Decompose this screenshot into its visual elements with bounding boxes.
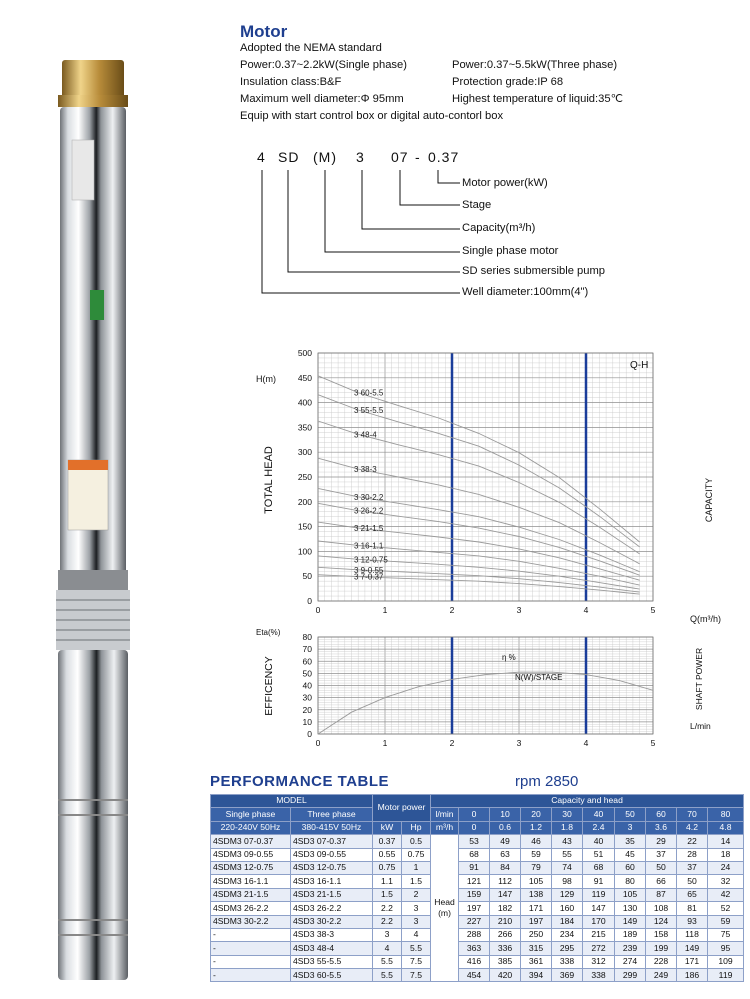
code-desc-motor-power: Motor power(kW) [462,177,548,189]
three-phase-model: 4SD3 30-2.2 [291,915,373,928]
head-value: 59 [521,848,552,861]
pump-image [32,40,164,990]
code-desc-well-diameter: Well diameter:100mm(4") [462,286,589,298]
power-kw: 0.55 [373,848,402,861]
header-capacity-head: Capacity and head [431,795,744,808]
code-desc-series: SD series submersible pump [462,265,606,277]
header-three-phase-voltage: 380-415V 50Hz [291,821,373,834]
head-value: 108 [646,902,677,915]
single-phase-model: - [211,942,291,955]
annotation-power: N(W)/STAGE [515,673,563,682]
head-value: 32 [708,875,744,888]
head-value: 119 [583,888,615,901]
head-value: 228 [646,955,677,968]
head-value: 91 [583,875,615,888]
power-kw: 5.5 [373,969,402,982]
x-tick-label: 2 [449,738,455,748]
head-value: 234 [552,928,583,941]
head-value: 68 [583,861,615,874]
power-hp: 4 [402,928,431,941]
head-value: 299 [615,969,646,982]
single-phase-model: 4SDM3 30-2.2 [211,915,291,928]
head-value: 93 [677,915,708,928]
head-value: 210 [490,915,521,928]
head-value: 130 [615,902,646,915]
head-value: 171 [521,902,552,915]
head-value: 40 [583,835,615,848]
y-tick-label: 30 [302,692,312,703]
y-tick-label: 350 [297,422,312,433]
right-axis-label: CAPACITY [704,477,714,523]
header-lmin: l/min [431,808,459,821]
series-label: 3 48-4 [354,430,377,440]
head-value: 37 [677,861,708,874]
y-tick-label: 500 [297,348,312,358]
lmin-value: 30 [552,808,583,821]
m3h-value: 1.2 [521,821,552,834]
header-motor-power: Motor power [373,795,431,822]
head-value: 129 [552,888,583,901]
head-value: 215 [583,928,615,941]
head-value: 81 [677,902,708,915]
head-value: 105 [521,875,552,888]
header-m3h: m³/h [431,821,459,834]
head-value: 171 [677,955,708,968]
head-value: 50 [677,875,708,888]
table-row [211,875,744,888]
x-tick-label: 0 [315,605,321,615]
three-phase-model: 4SD3 21-1.5 [291,888,373,901]
head-value: 68 [459,848,490,861]
y-tick-label: 80 [302,632,312,642]
code-stage: 07 [391,149,409,165]
head-value: 91 [459,861,490,874]
single-phase-model: 4SDM3 21-1.5 [211,888,291,901]
head-value: 28 [677,848,708,861]
head-value: 43 [552,835,583,848]
head-value: 138 [521,888,552,901]
m3h-value: 0.6 [490,821,521,834]
y-tick-label: 150 [297,521,312,532]
head-value: 338 [552,955,583,968]
head-value: 29 [646,835,677,848]
m3h-value: 0 [459,821,490,834]
head-value: 312 [583,955,615,968]
head-value: 74 [552,861,583,874]
lmin-value: 50 [615,808,646,821]
x-tick-label: 5 [650,738,656,748]
motor-title: Motor [240,22,288,41]
y-tick-label: 450 [297,372,312,383]
performance-table-body [211,835,744,982]
head-value: 124 [646,915,677,928]
head-value: 22 [677,835,708,848]
single-phase-model: 4SDM3 16-1.1 [211,875,291,888]
head-value: 121 [459,875,490,888]
y-axis-label: EFFICENCY [263,656,275,716]
single-phase-model: 4SDM3 26-2.2 [211,902,291,915]
table-row [211,848,744,861]
head-value: 160 [552,902,583,915]
spec-insulation: Insulation class:B&F [240,76,342,88]
head-value: 250 [521,928,552,941]
single-phase-model: 4SDM3 07-0.37 [211,835,291,848]
head-value: 369 [552,969,583,982]
code-dash: - [415,149,421,165]
series-label: 3 60-5.5 [354,388,384,398]
head-value: 109 [708,955,744,968]
head-value: 420 [490,969,521,982]
spec-standard: Adopted the NEMA standard [240,42,382,54]
head-value: 184 [552,915,583,928]
table-row [211,955,744,968]
y-tick-label: 0 [307,596,312,606]
head-value: 454 [459,969,490,982]
three-phase-model: 4SD3 55-5.5 [291,955,373,968]
power-kw: 5.5 [373,955,402,968]
power-hp: 1.5 [402,875,431,888]
single-phase-model: - [211,955,291,968]
table-row [211,915,744,928]
y-tick-label: 400 [297,397,312,408]
head-value: 50 [646,861,677,874]
power-hp: 7.5 [402,969,431,982]
head-value: 24 [708,861,744,874]
rpm-label: rpm 2850 [515,773,579,790]
chart-title: Q-H [630,360,649,371]
head-label: Head (m) [431,835,459,982]
head-value: 18 [708,848,744,861]
power-hp: 3 [402,915,431,928]
power-hp: 0.75 [402,848,431,861]
m3h-value: 4.2 [677,821,708,834]
power-kw: 1.1 [373,875,402,888]
series-label: 3 21-1.5 [354,524,384,534]
head-value: 59 [708,915,744,928]
three-phase-model: 4SD3 09-0.55 [291,848,373,861]
head-value: 336 [490,942,521,955]
table-row [211,835,744,848]
header-single-phase-voltage: 220-240V 50Hz [211,821,291,834]
single-phase-model: 4SDM3 12-0.75 [211,861,291,874]
y-tick-label: 40 [302,680,312,691]
head-value: 197 [459,902,490,915]
series-label: 3 9-0.55 [354,565,384,575]
head-value: 37 [646,848,677,861]
table-row [211,969,744,982]
lmin-value: 40 [583,808,615,821]
head-value: 112 [490,875,521,888]
head-value: 49 [490,835,521,848]
y-tick-label: 20 [302,704,312,715]
head-value: 394 [521,969,552,982]
table-row [211,928,744,941]
head-value: 118 [677,928,708,941]
head-value: 159 [459,888,490,901]
x-tick-label: 3 [516,738,522,748]
head-value: 95 [708,942,744,955]
y-tick-label: 10 [302,716,312,727]
code-desc-capacity: Capacity(m³/h) [462,222,536,234]
head-value: 249 [646,969,677,982]
spec-control-box: Equip with start control box or digital auto-contorl box [240,110,504,122]
y-tick-label: 50 [302,571,312,582]
head-value: 46 [521,835,552,848]
spec-liquid-temperature: Highest temperature of liquid:35℃ [452,93,624,105]
power-kw: 2.2 [373,915,402,928]
m3h-value: 3.6 [646,821,677,834]
head-value: 274 [615,955,646,968]
spec-well-diameter: Maximum well diameter:Φ 95mm [240,93,404,105]
header-kw: kW [373,821,402,834]
head-value: 338 [583,969,615,982]
code-power: 0.37 [428,149,460,165]
header-hp: Hp [402,821,431,834]
head-value: 53 [459,835,490,848]
table-row [211,861,744,874]
power-kw: 4 [373,942,402,955]
x-tick-label: 1 [382,605,388,615]
three-phase-model: 4SD3 07-0.37 [291,835,373,848]
power-hp: 1 [402,861,431,874]
header-model: MODEL [211,795,373,808]
spec-power-single: Power:0.37~2.2kW(Single phase) [240,59,407,71]
x-tick-label: 5 [650,605,656,615]
power-kw: 2.2 [373,902,402,915]
power-hp: 5.5 [402,942,431,955]
head-value: 197 [521,915,552,928]
y-axis-label: TOTAL HEAD [263,446,275,514]
x-tick-label: 2 [449,605,455,615]
head-value: 75 [708,928,744,941]
code-desc-stage: Stage [462,199,492,211]
series-label: 3 16-1.1 [354,541,384,551]
head-value: 79 [521,861,552,874]
power-kw: 1.5 [373,888,402,901]
model-code-connectors [250,166,470,300]
three-phase-model: 4SD3 60-5.5 [291,969,373,982]
power-kw: 0.37 [373,835,402,848]
annotation-eta: η % [502,653,516,662]
head-value: 272 [583,942,615,955]
power-hp: 0.5 [402,835,431,848]
head-value: 65 [677,888,708,901]
y-tick-label: 300 [297,447,312,458]
three-phase-model: 4SD3 38-3 [291,928,373,941]
power-kw: 0.75 [373,861,402,874]
table-row [211,902,744,915]
lmin-value: 70 [677,808,708,821]
head-value: 98 [552,875,583,888]
lmin-value: 0 [459,808,490,821]
head-value: 45 [615,848,646,861]
lmin-value: 20 [521,808,552,821]
head-value: 416 [459,955,490,968]
series-label: 3 55-5.5 [354,406,384,416]
y-tick-label: 50 [302,668,312,679]
head-value: 80 [615,875,646,888]
lmin-value: 60 [646,808,677,821]
series-label: 3 38-3 [354,465,377,475]
table-row [211,942,744,955]
three-phase-model: 4SD3 12-0.75 [291,861,373,874]
head-value: 63 [490,848,521,861]
power-hp: 7.5 [402,955,431,968]
efficiency-chart [250,624,750,754]
head-value: 51 [583,848,615,861]
head-value: 385 [490,955,521,968]
head-value: 239 [615,942,646,955]
series-label: 3 7-0.37 [354,572,384,582]
head-value: 42 [708,888,744,901]
code-desc-single-phase: Single phase motor [462,245,559,257]
y-tick-label: 200 [297,496,312,507]
y-tick-label: 100 [297,546,312,557]
head-value: 84 [490,861,521,874]
spec-protection: Protection grade:IP 68 [452,76,564,88]
m3h-value: 2.4 [583,821,615,834]
x-tick-label: 3 [516,605,522,615]
m3h-value: 3 [615,821,646,834]
series-label: 3 26-2.2 [354,506,384,516]
series-label: 3 30-2.2 [354,492,384,502]
head-value: 158 [646,928,677,941]
code-capacity: 3 [356,149,365,165]
single-phase-model: - [211,969,291,982]
x-axis-label: L/min [690,721,711,731]
head-value: 35 [615,835,646,848]
header-three-phase: Three phase [291,808,373,821]
x-tick-label: 1 [382,738,388,748]
y-unit-label: Eta(%) [256,628,281,637]
table-row [211,888,744,901]
head-value: 87 [646,888,677,901]
head-value: 186 [677,969,708,982]
performance-table [210,794,744,982]
lmin-value: 80 [708,808,744,821]
head-value: 361 [521,955,552,968]
head-value: 52 [708,902,744,915]
head-value: 149 [615,915,646,928]
x-axis-label: Q(m³/h) [690,614,721,624]
m3h-value: 4.8 [708,821,744,834]
power-kw: 3 [373,928,402,941]
head-value: 14 [708,835,744,848]
head-value: 189 [615,928,646,941]
head-value: 147 [583,902,615,915]
head-value: 227 [459,915,490,928]
right-axis-label: SHAFT POWER [694,647,704,711]
y-unit-label: H(m) [256,374,276,384]
x-tick-label: 4 [583,605,589,615]
head-value: 363 [459,942,490,955]
m3h-value: 1.8 [552,821,583,834]
head-value: 199 [646,942,677,955]
head-value: 147 [490,888,521,901]
spec-power-three: Power:0.37~5.5kW(Three phase) [452,59,618,71]
three-phase-model: 4SD3 16-1.1 [291,875,373,888]
single-phase-model: - [211,928,291,941]
single-phase-model: 4SDM3 09-0.55 [211,848,291,861]
x-tick-label: 4 [583,738,589,748]
series-label: 3 12-0.75 [354,555,388,565]
head-value: 182 [490,902,521,915]
code-series: SD [278,149,300,165]
code-well-diameter: 4 [257,149,266,165]
head-value: 119 [708,969,744,982]
head-value: 66 [646,875,677,888]
three-phase-model: 4SD3 26-2.2 [291,902,373,915]
y-tick-label: 60 [302,656,312,667]
code-single-phase: (M) [313,149,337,165]
y-tick-label: 250 [297,472,312,482]
power-hp: 2 [402,888,431,901]
head-value: 315 [521,942,552,955]
power-hp: 3 [402,902,431,915]
lmin-value: 10 [490,808,521,821]
head-value: 149 [677,942,708,955]
head-value: 55 [552,848,583,861]
qh-chart [250,340,750,630]
performance-table-title: PERFORMANCE TABLE [210,773,390,790]
header-single-phase: Single phase [211,808,291,821]
head-value: 105 [615,888,646,901]
head-value: 170 [583,915,615,928]
y-tick-label: 0 [307,729,312,739]
x-tick-label: 0 [315,738,321,748]
head-value: 60 [615,861,646,874]
head-value: 288 [459,928,490,941]
y-tick-label: 70 [302,644,312,655]
head-value: 266 [490,928,521,941]
three-phase-model: 4SD3 48-4 [291,942,373,955]
head-value: 295 [552,942,583,955]
